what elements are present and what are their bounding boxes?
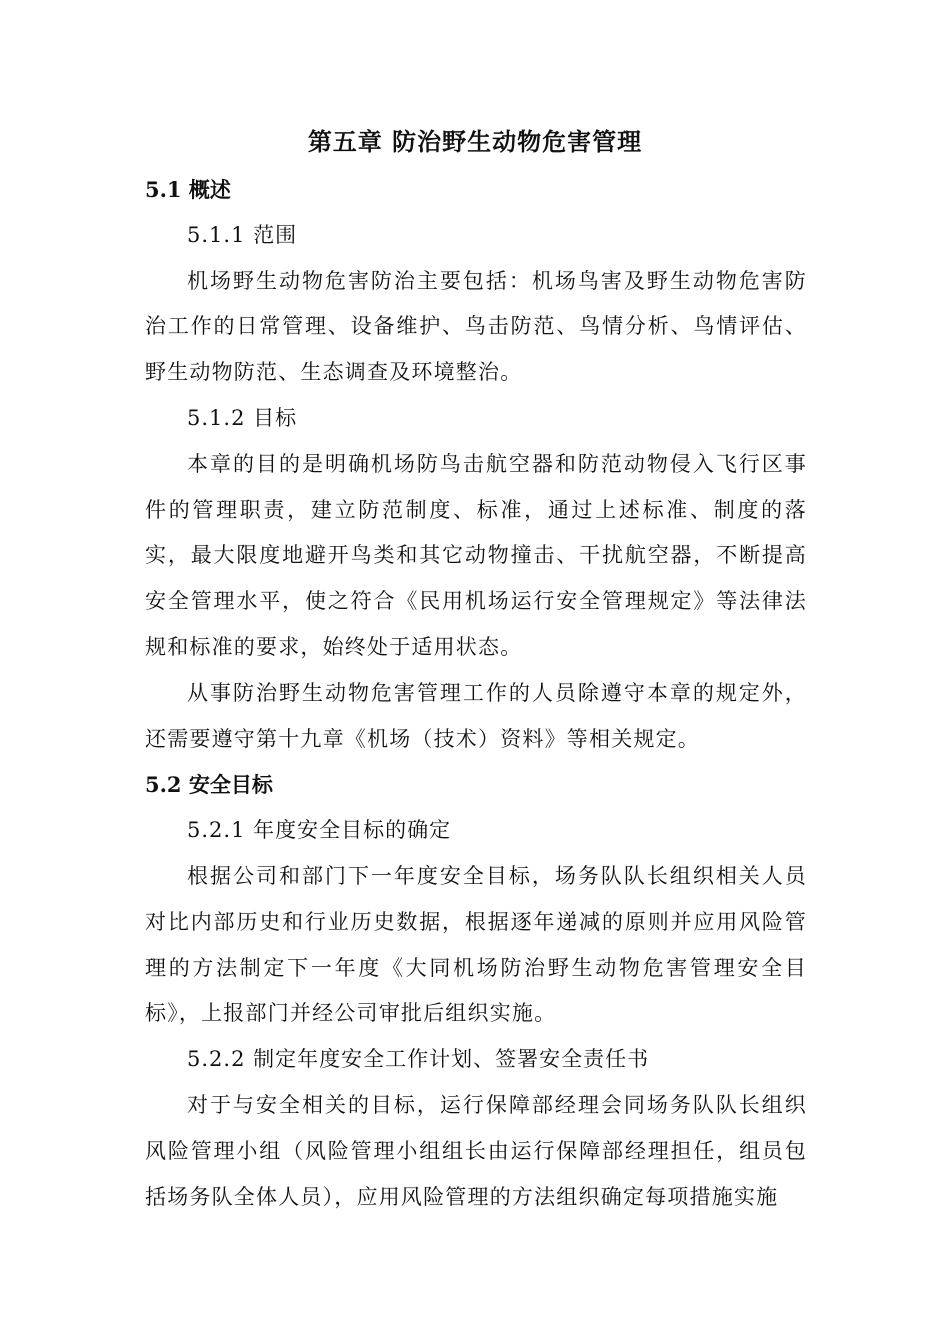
chapter-title: 第五章 防治野生动物危害管理 [307,127,643,156]
section-heading-5-1: 5.1 概述 [145,177,231,202]
paragraph-objective: 本章的目的是明确机场防鸟击航空器和防范动物侵入飞行区事件的管理职责，建立防范制度、标准，通过上述标准、制度的落实，最大限度地避开鸟类和其它动物撞击、干扰航空器，不断提高安全管理水平，使之符合《民用机场运行安全管理规定》等法律法规和标准的要求，始终处于适用状态。 [145,451,807,659]
subsection-heading-5-2-1: 5.2.1 年度安全目标的确定 [187,818,452,843]
paragraph-scope: 机场野生动物危害防治主要包括：机场鸟害及野生动物危害防治工作的日常管理、设备维护、鸟击防范、鸟情分析、鸟情评估、野生动物防范、生态调查及环境整治。 [145,268,807,385]
paragraph-annual-target: 根据公司和部门下一年度安全目标，场务队队长组织相关人员对比内部历史和行业历史数据，根据逐年递减的原则并应用风险管理的方法制定下一年度《大同机场防治野生动物危害管理安全目标》，上报部门并经公司审批后组织实施。 [145,863,807,1026]
subsection-heading-5-1-2: 5.1.2 目标 [187,405,298,430]
paragraph-personnel: 从事防治野生动物危害管理工作的人员除遵守本章的规定外，还需要遵守第十九章《机场（技术）资料》等相关规定。 [145,680,807,751]
subsection-heading-5-2-2: 5.2.2 制定年度安全工作计划、签署安全责任书 [187,1047,650,1072]
paragraph-work-plan: 对于与安全相关的目标，运行保障部经理会同场务队队长组织风险管理小组（风险管理小组组长由运行保障部经理担任，组员包括场务队全体人员），应用风险管理的方法组织确定每项措施实施 [145,1092,807,1209]
section-heading-5-2: 5.2 安全目标 [145,772,273,798]
document-body [145,167,807,1220]
subsection-heading-5-1-1: 5.1.1 范围 [187,222,298,247]
